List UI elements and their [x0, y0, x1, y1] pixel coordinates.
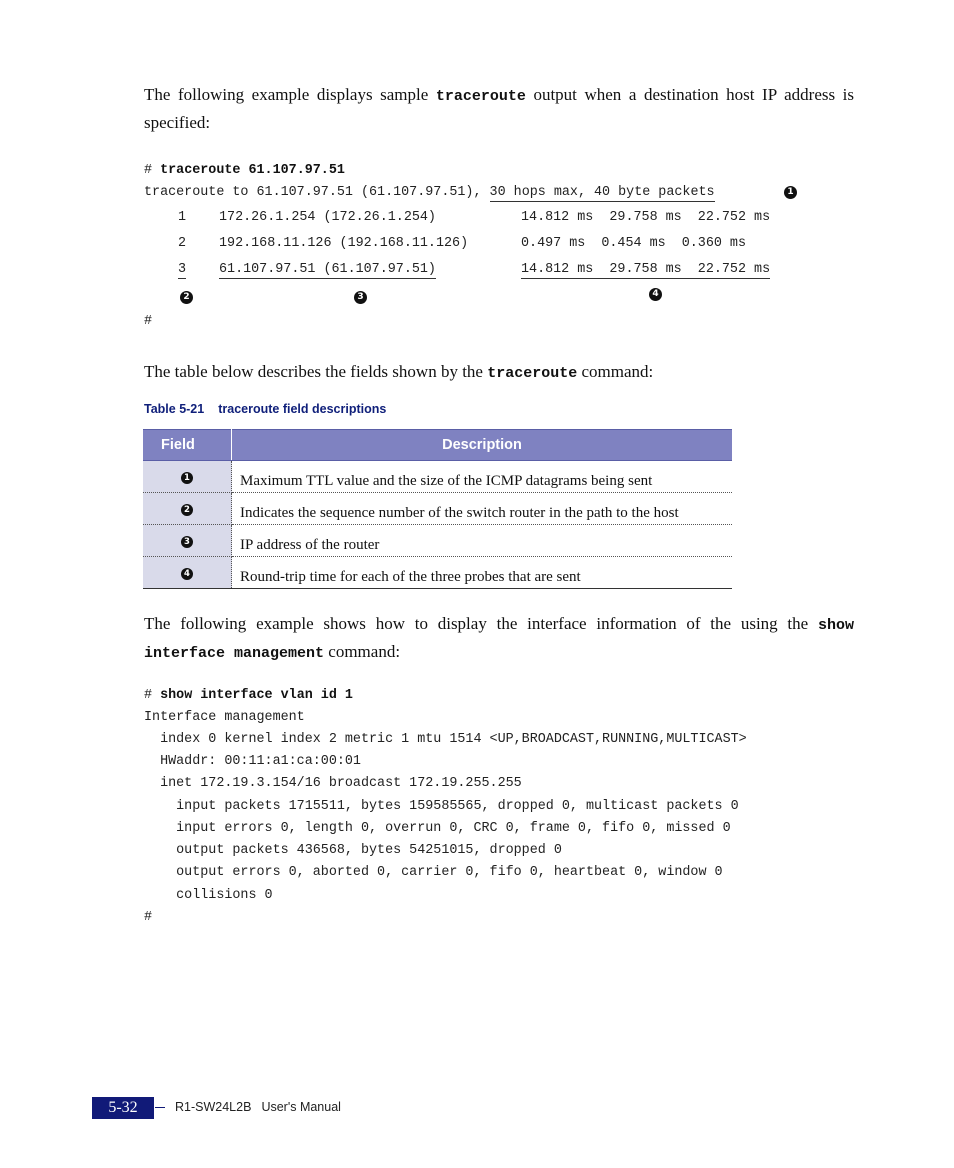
intro1-text-before: The following example displays sample	[144, 85, 429, 104]
callout-2-icon: 2	[181, 504, 193, 516]
description-cell: Round-trip time for each of the three probes that are sent	[232, 557, 733, 589]
table-caption-number: Table 5-21	[144, 402, 205, 416]
table-row	[143, 493, 732, 525]
hop-address: 192.168.11.126 (192.168.11.126)	[219, 236, 469, 251]
callout-2-icon: 2	[180, 291, 193, 304]
hop-times: 14.812 ms 29.758 ms 22.752 ms	[521, 210, 771, 225]
cli2-command-line	[144, 688, 353, 704]
intro3-text-after: command:	[328, 642, 401, 661]
cli1-command-line	[144, 163, 345, 179]
footer-manual: User's Manual	[261, 1100, 341, 1114]
hop-num: 1	[178, 210, 187, 225]
hop-address-underlined: 61.107.97.51 (61.107.97.51)	[219, 262, 436, 277]
footer-divider	[155, 1107, 165, 1108]
cli2-output-line: Interface management	[144, 710, 305, 725]
callout-4-icon: 4	[649, 288, 662, 301]
intro2-text-before: The table below describes the fields shown by the	[144, 362, 483, 381]
cli2-prompt: #	[144, 688, 153, 703]
hop-num: 2	[178, 236, 187, 251]
cli2-output-line: HWaddr: 00:11:a1:ca:00:01	[144, 754, 361, 769]
description-cell: Indicates the sequence number of the switch router in the path to the host	[232, 493, 733, 525]
callout-1-icon: 1	[181, 472, 193, 484]
hop-num	[178, 262, 186, 278]
intro-paragraph-traceroute	[144, 82, 854, 136]
cli2-output-line: index 0 kernel index 2 metric 1 mtu 1514 <UP,BROADCAST,RUNNING,MULTICAST>	[144, 732, 747, 747]
callout-1-icon: 1	[784, 186, 797, 199]
cli1-command: traceroute 61.107.97.51	[160, 163, 345, 178]
field-cell	[143, 493, 232, 525]
cli2-output-line: output packets 436568, bytes 54251015, dropped 0	[144, 843, 562, 858]
table-caption-title: traceroute field descriptions	[218, 402, 387, 416]
table-header-row	[143, 430, 732, 461]
cli1-end-prompt: #	[144, 314, 153, 329]
callout-3-icon: 3	[181, 536, 193, 548]
table-row	[143, 525, 732, 557]
hop-address	[219, 262, 436, 278]
cli1-header-hops-packets: 30 hops max, 40 byte packets	[489, 185, 715, 200]
hop-num-underlined: 3	[178, 262, 187, 277]
cli1-prompt: #	[144, 163, 153, 178]
cli2-output-line: input packets 1715511, bytes 159585565, dropped 0, multicast packets 0	[144, 799, 739, 814]
cli2-output-line: inet 172.19.3.154/16 broadcast 172.19.255.255	[144, 776, 522, 791]
intro2-text-after: command:	[581, 362, 654, 381]
intro2-command: traceroute	[487, 365, 578, 382]
intro-paragraph-interface	[144, 611, 854, 667]
cli2-end-prompt: #	[144, 910, 153, 925]
column-header-description: Description	[232, 430, 733, 461]
description-cell: Maximum TTL value and the size of the ICMP datagrams being sent	[232, 461, 733, 493]
table-row	[143, 557, 732, 589]
callout-4-icon: 4	[181, 568, 193, 580]
field-cell	[143, 461, 232, 493]
description-cell: IP address of the router	[232, 525, 733, 557]
footer-title	[175, 1100, 351, 1114]
intro-paragraph-table	[144, 359, 854, 387]
field-cell	[143, 525, 232, 557]
hop-times-underlined: 14.812 ms 29.758 ms 22.752 ms	[521, 262, 771, 277]
intro3-text-before: The following example shows how to display the interface information of the using the	[144, 614, 809, 633]
footer-product: R1-SW24L2B	[175, 1100, 252, 1114]
cli2-command: show interface vlan id 1	[160, 688, 353, 703]
cli2-output-line: output errors 0, aborted 0, carrier 0, fifo 0, heartbeat 0, window 0	[144, 865, 723, 880]
hop-times: 0.497 ms 0.454 ms 0.360 ms	[521, 236, 746, 251]
field-descriptions-table	[143, 429, 732, 589]
cli1-header-line	[144, 185, 715, 201]
table-caption	[144, 402, 386, 416]
cli2-output-line: input errors 0, length 0, overrun 0, CRC 0, frame 0, fifo 0, missed 0	[144, 821, 731, 836]
hop-address: 172.26.1.254 (172.26.1.254)	[219, 210, 436, 225]
page-number-badge: 5-32	[92, 1097, 154, 1119]
intro1-command: traceroute	[435, 88, 526, 105]
field-cell	[143, 557, 232, 589]
intro1-text-after: output when a destination host IP address is specified:	[144, 85, 855, 132]
hop-times	[521, 262, 770, 278]
intro3-command: show interface management	[144, 617, 854, 662]
cli1-header-prefix: traceroute to 61.107.97.51 (61.107.97.51),	[144, 185, 482, 200]
column-header-field: Field	[143, 430, 232, 461]
callout-3-icon: 3	[354, 291, 367, 304]
table-row	[143, 461, 732, 493]
cli2-output-line: collisions 0	[144, 888, 273, 903]
